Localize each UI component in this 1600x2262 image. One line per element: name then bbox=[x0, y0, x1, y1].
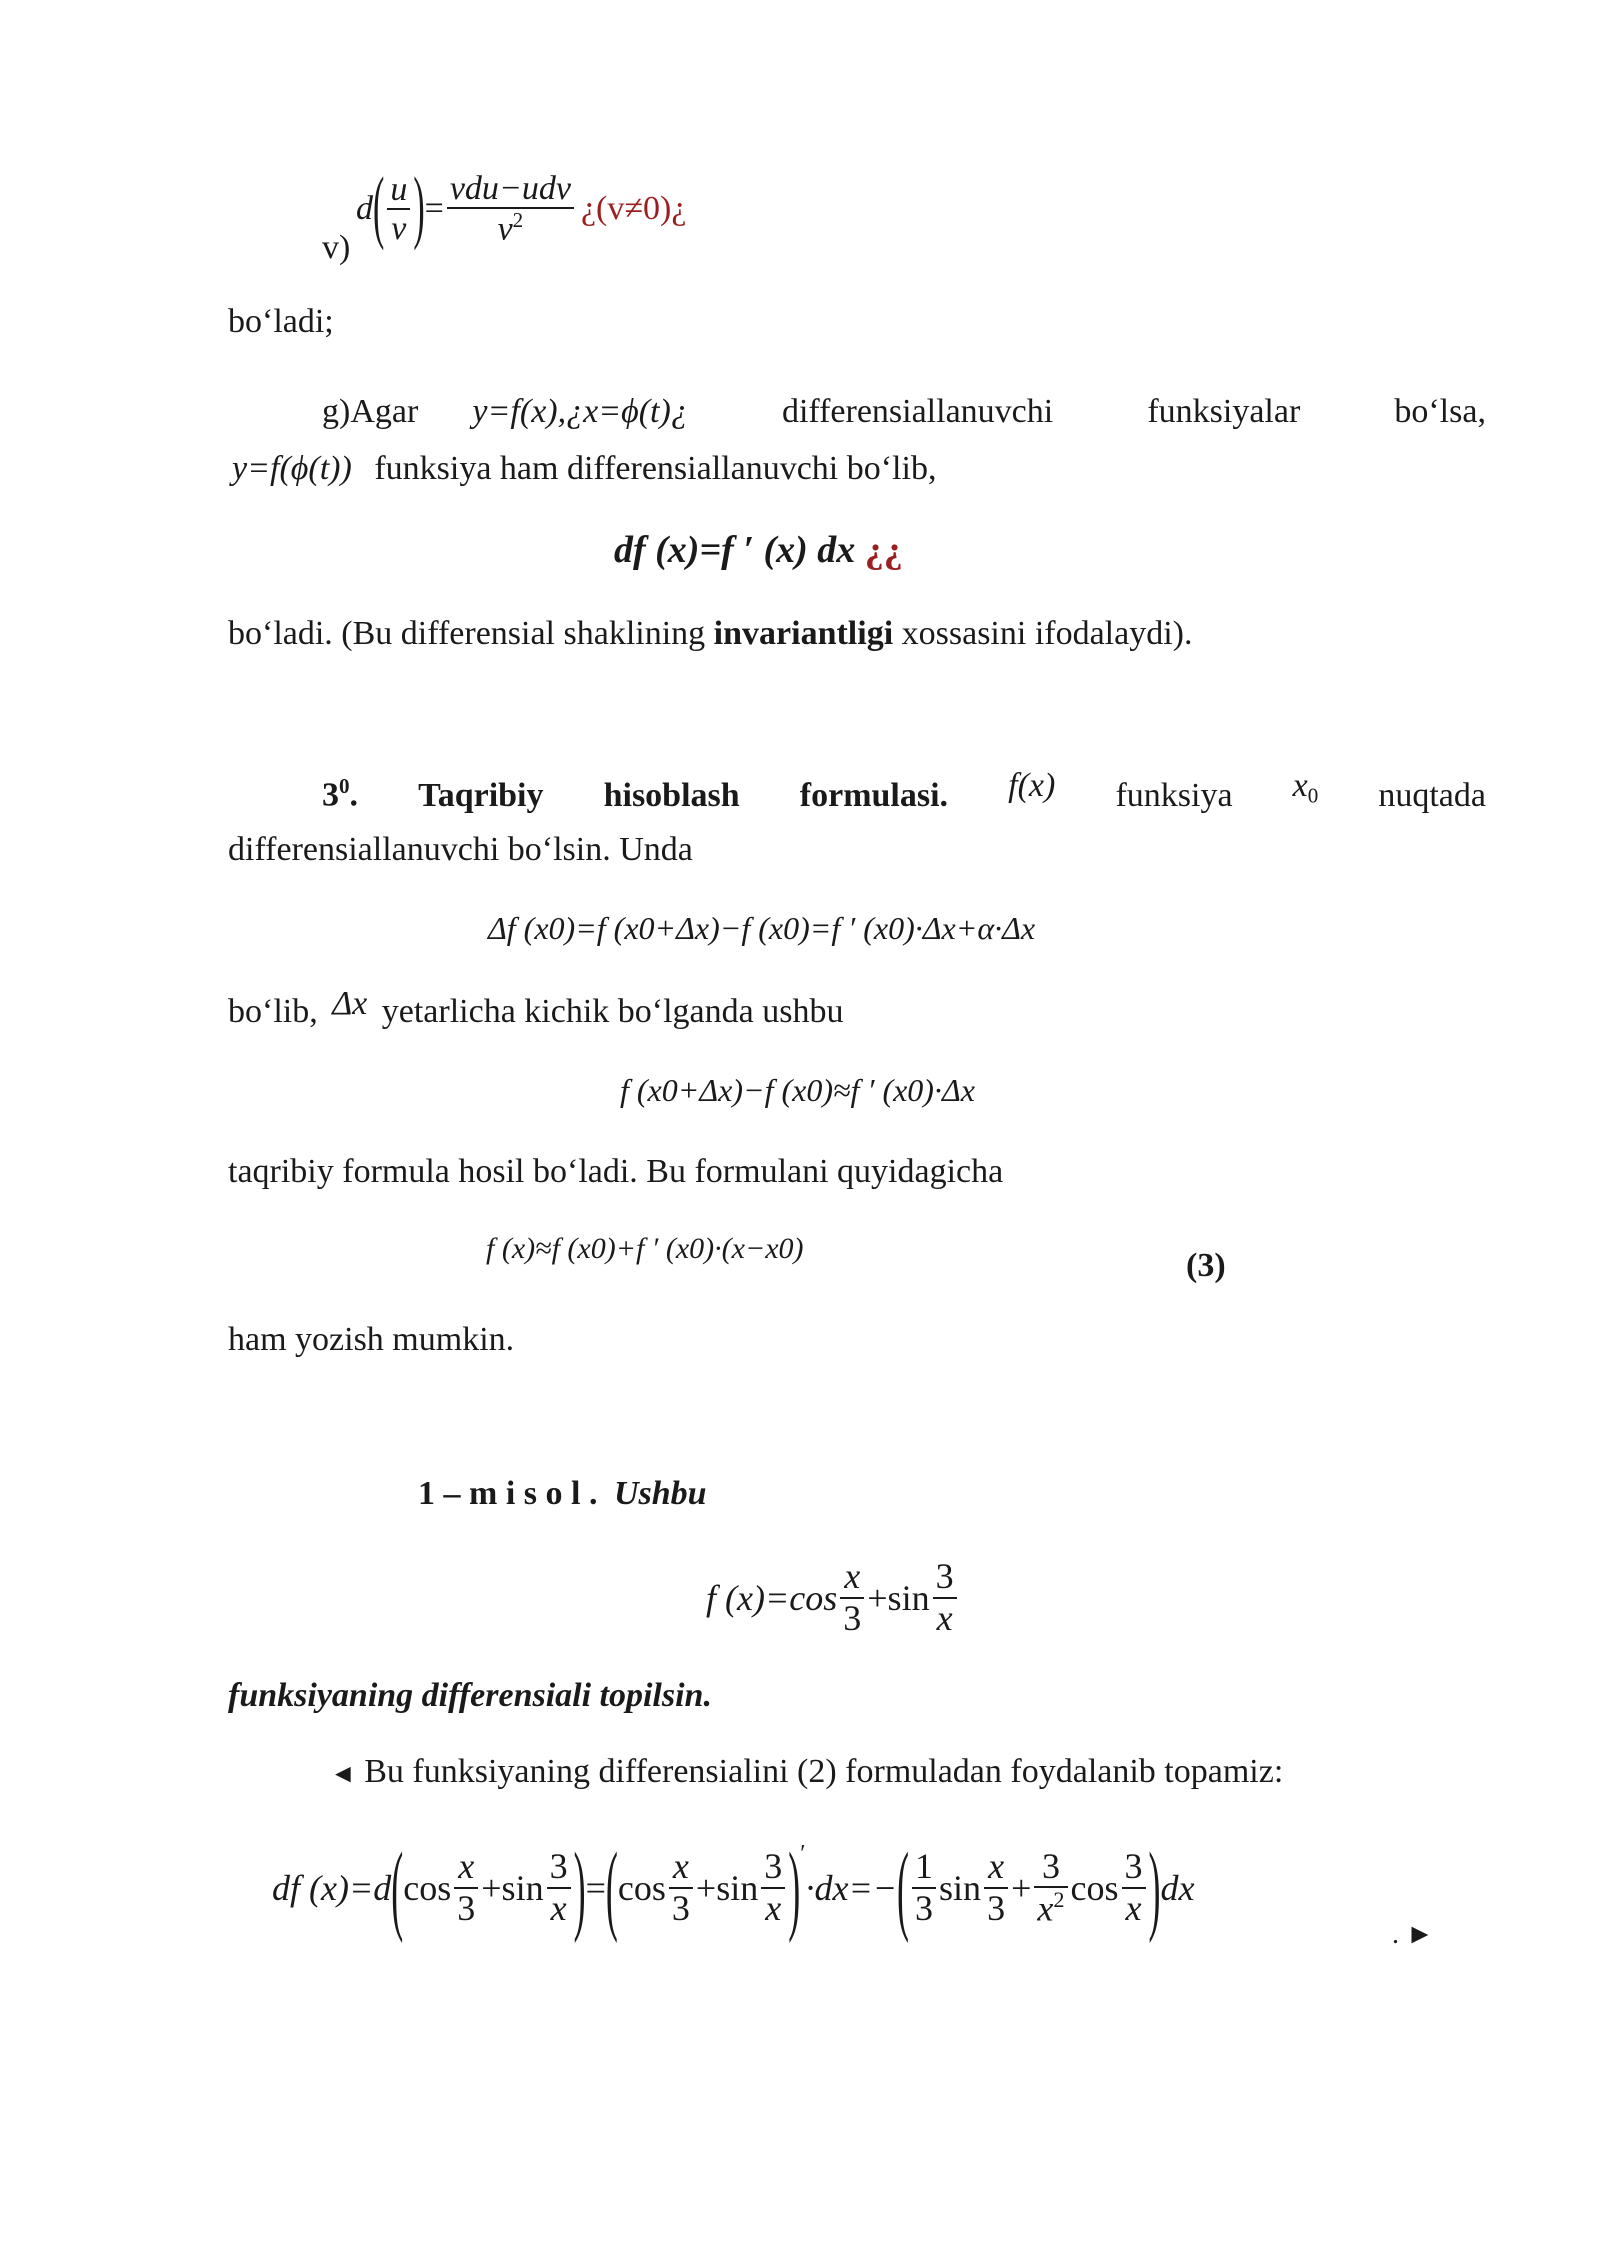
fraction-vdu-udv: $\frac{\text{vdu−udv}}{v^2}$ bbox=[447, 170, 574, 248]
section-number: $3^0$. bbox=[322, 774, 359, 814]
formula-quotient-rule: d ( $\frac{u}{v}$ ) = $\frac{\text{vdu−udv}}{v^2}$ ¿(v≠0)¿ bbox=[356, 163, 687, 253]
item-v-label: v) bbox=[322, 229, 351, 266]
item-g-line: g)Agar y=f(x),¿x=ϕ(t)¿ differensiallanuvchi funksiyalar bo‘lsa, bbox=[322, 392, 1486, 433]
formula-composite-function: y=f(ϕ(t)) bbox=[232, 450, 352, 487]
formula-composition: y=f(x),¿x=ϕ(t)¿ bbox=[472, 393, 688, 430]
formula-3: f (x)≈f (x0)+f ′ (x0)·(x−x0) bbox=[486, 1232, 804, 1265]
section3-line2: differensiallanuvchi bo‘lsin. Unda bbox=[228, 831, 693, 868]
formula-increment: Δf (x0)=f (x0+Δx)−f (x0)=f ′ (x0)·Δx+α·Δx bbox=[488, 910, 1036, 946]
left-triangle-icon: ◄ bbox=[330, 1759, 356, 1788]
line-taqribiy: taqribiy formula hosil bo‘ladi. Bu formulani quyidagicha bbox=[228, 1153, 1004, 1190]
example-task: funksiyaning differensiali topilsin. bbox=[228, 1677, 712, 1714]
item-g-line2: y=f(ϕ(t)) funksiya ham differensiallanuvchi bo‘lib, bbox=[232, 450, 937, 487]
math-d: d bbox=[356, 190, 373, 227]
example-heading: 1 – m i s o l . Ushbu bbox=[418, 1475, 707, 1512]
formula-invariance: df (x)=f ′ (x) dx ¿¿ bbox=[614, 529, 903, 571]
line-ham: ham yozish mumkin. bbox=[228, 1321, 515, 1358]
line-boladi: bo‘ladi; bbox=[228, 303, 334, 340]
right-triangle-icon: . ► bbox=[1392, 1919, 1434, 1950]
invariance-text: bo‘ladi. (Bu differensial shaklining invariantligi xossasini ifodalaydi). bbox=[228, 615, 1193, 652]
formula-fx: f(x) bbox=[1008, 766, 1056, 804]
formula-approximation: f (x0+Δx)−f (x0)≈f ′ (x0)·Δx bbox=[620, 1072, 975, 1108]
section3-heading: $3^0$. Taqribiy hisoblash formulasi. f(x) funksiya $x_0$ nuqtada bbox=[322, 774, 1486, 818]
formula-example-function: f (x)=cos $\frac{x}{3}$ +sin $\frac{3}{x}$ bbox=[706, 1548, 960, 1648]
solution-intro: ◄ Bu funksiyaning differensialini (2) formuladan foydalanib topamiz: bbox=[330, 1753, 1284, 1790]
fraction-u-over-v: $\frac{u}{v}$ bbox=[387, 171, 410, 248]
line-bolib: bo‘lib, Δx yetarlicha kichik bo‘lganda ushbu bbox=[228, 985, 844, 1030]
formula-x0: $x_0$ bbox=[1292, 766, 1319, 807]
formula-number-3: (3) bbox=[1186, 1247, 1226, 1284]
formula-solution: df (x)=d ( cos $\frac{x}{3}$ +sin $\frac{3}{x}$ ) = ( cos $\frac{x}{3}$ +sin $\frac{3}{x}$ ) ′ ·dx=− ( $\frac{1}{3}$ sin $\frac{x}{3}$ + $\frac{3}{x^2}$ cos $\frac{3}{x}$ ) dx bbox=[272, 1832, 1195, 1944]
placeholder-glyphs: ¿(v≠0)¿ bbox=[580, 190, 687, 227]
formula-dx: Δx bbox=[332, 985, 368, 1022]
